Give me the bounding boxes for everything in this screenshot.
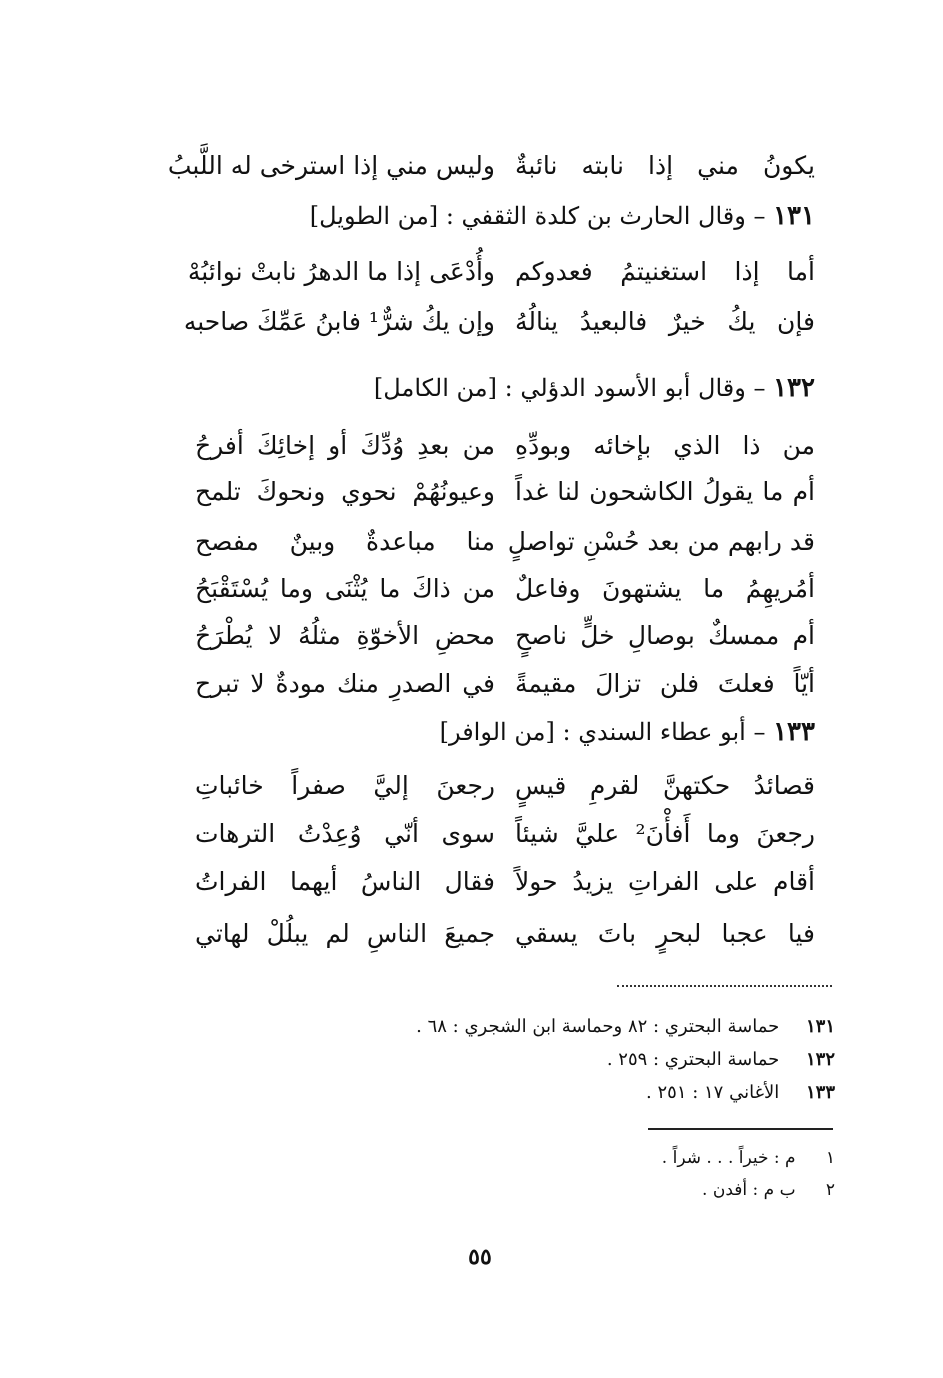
source-line <box>315 1043 835 1076</box>
verse-first-hemistich: أم ما يقولُ الكاشحون لنا غداً <box>515 477 815 506</box>
poem-verse <box>195 860 815 904</box>
verse-first-hemistich: أما إذا استغنيتمُ فعدوكم <box>515 257 815 286</box>
verse-second-hemistich: وعيونُهُمْ نحوي ونحوكَ تلمح <box>195 477 495 506</box>
sources-block <box>315 1010 835 1109</box>
verse-second-hemistich: رجعنَ إليَّ صفراً خائباتِ <box>195 771 495 800</box>
poem-number: ١٣٣ <box>773 717 815 747</box>
verse-second-hemistich: فقال الناسُ أيهما الفراتُ <box>195 867 495 896</box>
poem-verse <box>195 520 815 564</box>
poem-number: ١٣٢ <box>773 373 815 403</box>
verse-first-hemistich: رجعنَ وما أَفأْنَ² عليَّ شيئاً <box>515 819 816 848</box>
poem-meter: [من الوافر] <box>439 718 555 746</box>
poem-heading <box>175 364 815 412</box>
poem-verse <box>195 424 815 468</box>
poem-heading <box>175 708 815 756</box>
footnote-text: م : خيراً . . . شراً . <box>661 1148 796 1168</box>
source-text: حماسة البحتري : ٢٥٩ . <box>606 1049 780 1070</box>
footnote-line <box>495 1142 835 1174</box>
verse-first-hemistich: فإن يكُ خيرٌ فالبعيدُ ينالُهُ <box>515 307 815 336</box>
verse-first-hemistich: أم ممسكٌ بوصالِ خلٍّ ناصحٍ <box>515 621 815 650</box>
poem-verse <box>195 764 815 808</box>
verse-first-hemistich: يكونُ مني إذا نابته نائبةٌ <box>515 151 815 180</box>
verse-second-hemistich: وأُدْعَى إذا ما الدهرُ نابتْ نوائبُهْ <box>187 257 495 286</box>
footnote-separator-dotted <box>617 985 832 987</box>
verse-second-hemistich: محضِ الأخوّةِ مثلُهُ لا يُطْرَحُ <box>195 621 495 650</box>
poem-verse <box>195 470 815 514</box>
poem-meter: [من الطويل] <box>309 202 439 230</box>
source-number: ١٣٣ <box>805 1082 835 1103</box>
verse-first-hemistich: فيا عجبا لبحرٍ باتَ يسقي <box>515 919 815 948</box>
poem-verse <box>195 662 815 706</box>
poem-verse <box>183 300 815 344</box>
poem-number: ١٣١ <box>773 201 815 231</box>
footnote-number: ٢ <box>825 1180 835 1200</box>
verse-second-hemistich: من ذاكَ ما يُثْنَى وما يُسْتَقْبَحُ <box>195 574 495 603</box>
poem-verse <box>187 250 815 294</box>
verse-first-hemistich: أمُريهِمُ ما يشتهونَ وفاعلٌ <box>515 574 815 603</box>
poem-verse <box>195 812 815 856</box>
verse-first-hemistich: قصائدُ حكتهنَّ لقرمِ قيسٍ <box>515 771 815 800</box>
footnote-separator-solid <box>648 1128 833 1130</box>
footnotes-block <box>495 1142 835 1206</box>
source-line <box>315 1076 835 1109</box>
source-text: الأغاني ١٧ : ٢٥١ . <box>646 1082 780 1103</box>
source-line <box>315 1010 835 1043</box>
poem-attribution: – وقال الحارث بن كلدة الثقفي : <box>445 202 766 230</box>
poem-attribution: – أبو عطاء السندي : <box>562 718 766 746</box>
verse-first-hemistich: أقام على الفراتِ يزيدُ حولاً <box>515 867 815 896</box>
verse-second-hemistich: وليس مني إذا استرخى له اللَّببُ <box>167 151 495 180</box>
poem-verse <box>195 614 815 658</box>
source-text: حماسة البحتري : ٨٢ وحماسة ابن الشجري : ٦٨ . <box>416 1016 780 1037</box>
verse-first-hemistich: أيّاً فعلتَ فلن تزالَ مقيمةً <box>515 669 815 698</box>
poem-verse <box>195 912 815 956</box>
source-number: ١٣١ <box>805 1016 835 1037</box>
verse-second-hemistich: سوى أنّي وُعِدْتُ الترهات <box>195 819 495 848</box>
poem-verse <box>167 144 815 188</box>
verse-second-hemistich: جميعَ الناسِ لم يبلُلْ لهاتي <box>195 919 495 948</box>
verse-second-hemistich: من بعدِ وُدِّكَ أو إخائِكَ أفرحُ <box>195 431 495 460</box>
verse-second-hemistich: منا مباعدةٌ وبينٌ مفصح <box>195 527 495 556</box>
verse-first-hemistich: من ذا الذي بإخائه وبودِّهِ <box>515 431 815 460</box>
verse-second-hemistich: وإن يكُ شرٌّ¹ فابنُ عَمِّكَ صاحبه <box>183 307 495 336</box>
footnote-number: ١ <box>825 1148 835 1168</box>
footnote-text: ب م : أفدن . <box>702 1180 796 1200</box>
verse-second-hemistich: في الصدرِ منك مودةٌ لا تبرح <box>195 669 495 698</box>
source-number: ١٣٢ <box>805 1049 835 1070</box>
page-number: ٥٥ <box>468 1244 492 1270</box>
poem-meter: [من الكامل] <box>373 374 497 402</box>
footnote-line <box>495 1174 835 1206</box>
poem-attribution: – وقال أبو الأسود الدؤلي : <box>504 374 766 402</box>
poem-heading <box>175 192 815 240</box>
verse-first-hemistich: قد رابهم من بعد حُسْنِ تواصلٍ <box>507 527 815 556</box>
poem-verse <box>195 567 815 611</box>
